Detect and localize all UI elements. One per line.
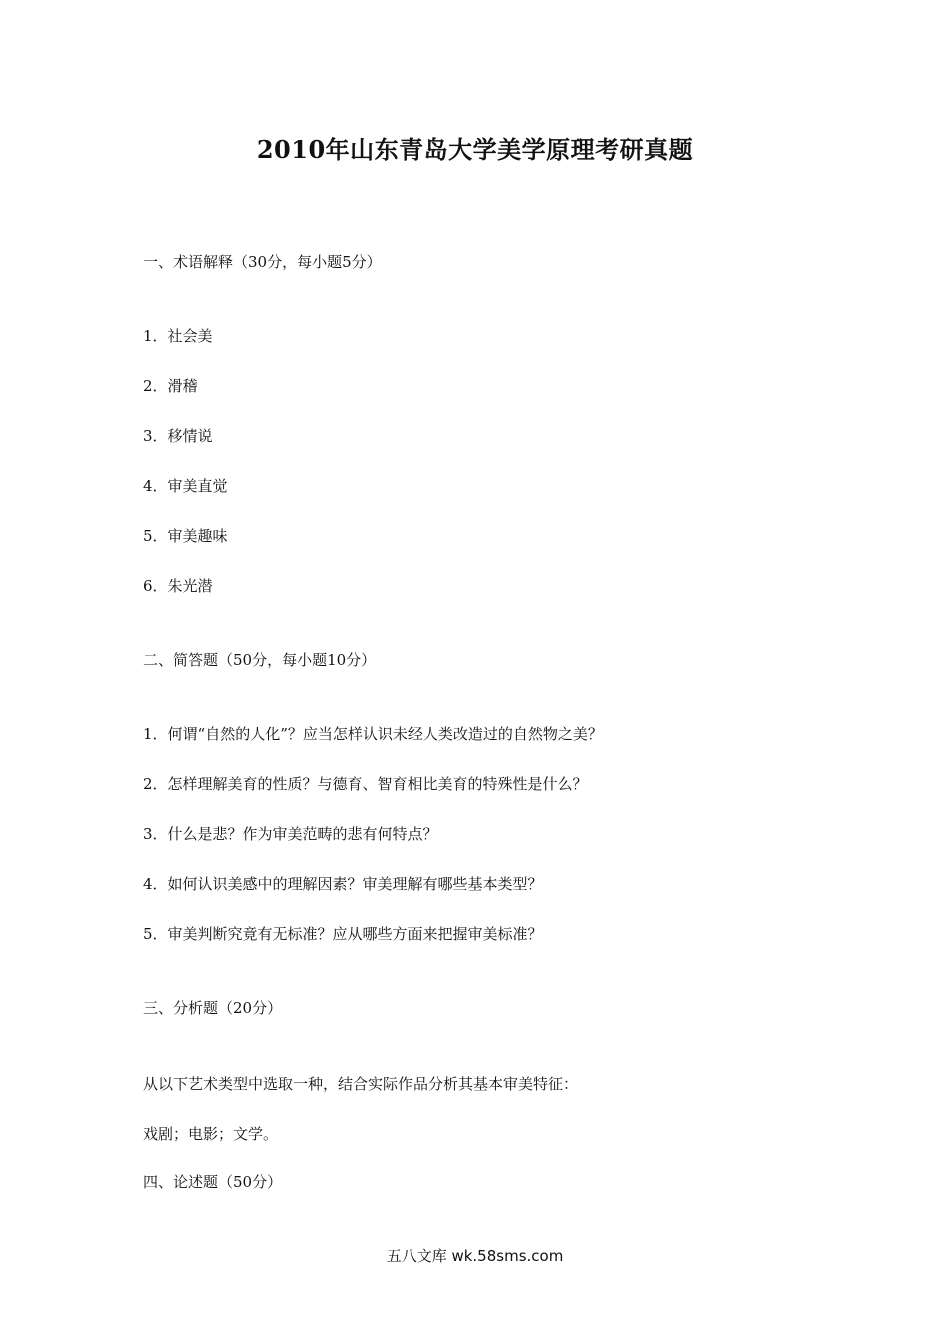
section1-heading: 一、术语解释（30分，每小题5分） bbox=[143, 253, 382, 271]
section3-line: 从以下艺术类型中选取一种，结合实际作品分析其基本审美特征： bbox=[143, 1075, 579, 1093]
section2-heading: 二、简答题（50分，每小题10分） bbox=[143, 651, 377, 669]
section1-item: 5．审美趣味 bbox=[143, 527, 228, 545]
section2-item: 1．何谓“自然的人化”？应当怎样认识未经人类改造过的自然物之美？ bbox=[143, 725, 603, 743]
section2-item: 2．怎样理解美育的性质？与德育、智育相比美育的特殊性是什么？ bbox=[143, 775, 588, 793]
section1-item: 3．移情说 bbox=[143, 427, 213, 445]
section1-item: 6．朱光潜 bbox=[143, 577, 213, 595]
footer-watermark: 五八文库 wk.58sms.com bbox=[386, 1247, 564, 1265]
section3-heading: 三、分析题（20分） bbox=[143, 999, 283, 1017]
section2-item: 3．什么是悲？作为审美范畴的悲有何特点？ bbox=[143, 825, 438, 843]
section3-line: 戏剧；电影；文学。 bbox=[143, 1125, 279, 1143]
section1-item: 4．审美直觉 bbox=[143, 477, 228, 495]
section2-item: 5．审美判断究竟有无标准？应从哪些方面来把握审美标准？ bbox=[143, 925, 543, 943]
section2-item: 4．如何认识美感中的理解因素？审美理解有哪些基本类型？ bbox=[143, 875, 543, 893]
document-title: 2010年山东青岛大学美学原理考研真题 bbox=[256, 135, 694, 164]
section1-item: 2．滑稽 bbox=[143, 377, 198, 395]
section4-heading: 四、论述题（50分） bbox=[143, 1173, 283, 1191]
section1-item: 1．社会美 bbox=[143, 327, 213, 345]
